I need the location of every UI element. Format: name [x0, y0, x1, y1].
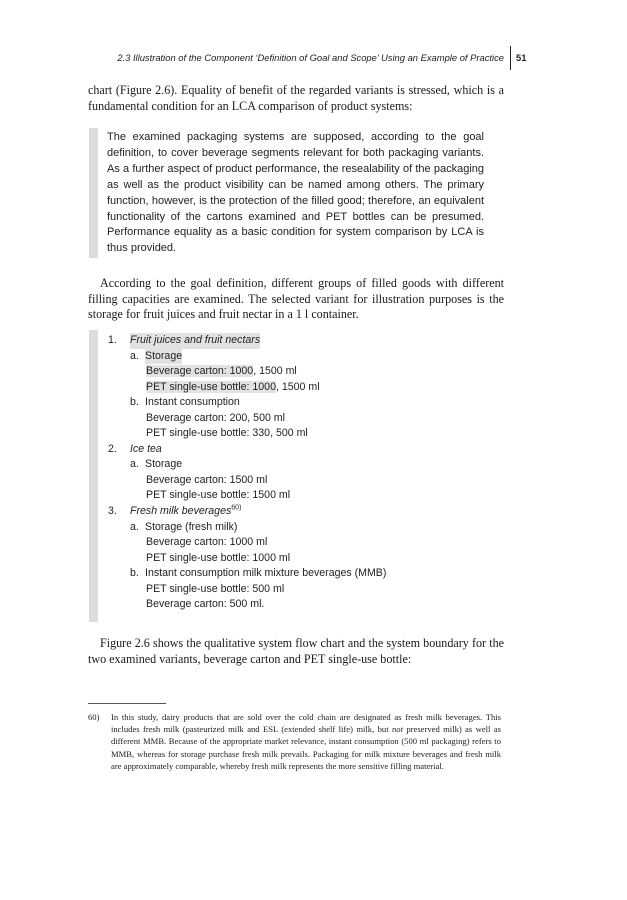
list-detail: [108, 473, 488, 489]
detail-rest: , 1500 ml: [253, 365, 297, 378]
footnote-text: In this study, dairy products that are sold over the cold chain are designated as fresh milk beverages. This includes fresh milk (pasteurized milk and ESL (extended shelf life) milk, but: [111, 712, 501, 735]
subitem-letter: a.: [130, 458, 139, 471]
subitem-label: Storage: [145, 458, 183, 471]
list-subitem: [108, 349, 488, 365]
footnote-number: 60): [88, 712, 100, 722]
header-rule: [510, 46, 511, 70]
list-subitem: [108, 566, 488, 582]
quote-bar: [89, 128, 98, 258]
filled-goods-list: [108, 333, 488, 613]
subitem-letter: a.: [130, 349, 139, 362]
list-subitem: [108, 395, 488, 411]
detail-text: Beverage carton: 200, 500 ml: [146, 411, 285, 424]
footnote-reference[interactable]: 60): [231, 504, 242, 512]
subitem-letter: b.: [130, 396, 139, 409]
list-detail: [108, 426, 488, 442]
footnote-emphasis: not: [391, 724, 403, 735]
item-number: 2.: [108, 442, 117, 455]
intro-paragraph: chart (Figure 2.6). Equality of benefit of the regarded variants is stressed, which is a fundamental condition for an LCA comparison of product systems:: [88, 83, 504, 113]
subitem-letter: b.: [130, 567, 139, 580]
detail-rest: , 1500 ml: [275, 380, 320, 393]
item-number: 3.: [108, 505, 117, 518]
item-title: Ice tea: [130, 442, 162, 455]
detail-text: Beverage carton: 1000 ml: [146, 536, 268, 549]
list-subitem: [108, 520, 488, 536]
detail-text: PET single-use bottle: 1000 ml: [146, 551, 291, 564]
detail-text: PET single-use bottle: 1500 ml: [146, 489, 291, 502]
item-title: Fruit juices and fruit nectars: [130, 333, 260, 349]
goal-paragraph: According to the goal definition, different groups of filled goods with different filling capacities are examined. The selected variant for illustration purposes is the storage for fruit juices and fruit nectar in a 1 l container.: [88, 276, 504, 321]
list-detail: [108, 364, 488, 380]
subitem-label: Storage (fresh milk): [145, 520, 238, 533]
list-item: [108, 442, 488, 458]
list-subitem: [108, 457, 488, 473]
subitem-label: Storage: [145, 349, 182, 365]
footnote: [88, 711, 501, 772]
list-detail: [108, 551, 488, 567]
running-head: 2.3 Illustration of the Component ‘Definition of Goal and Scope’ Using an Example of Practice: [117, 52, 504, 63]
figure-paragraph: Figure 2.6 shows the qualitative system flow chart and the system boundary for the two examined variants, beverage carton and PET single-use bottle:: [88, 636, 504, 666]
detail-text: PET single-use bottle: 500 ml: [146, 582, 285, 595]
list-detail: [108, 597, 488, 613]
list-detail: [108, 380, 488, 396]
detail-text: Beverage carton: 500 ml.: [146, 598, 265, 611]
detail-highlighted: Beverage carton: 1000: [146, 365, 254, 378]
item-number: 1.: [108, 334, 117, 346]
list-item: [108, 504, 488, 520]
detail-highlighted: PET single-use bottle: 1000: [146, 380, 276, 393]
item-title: Fresh milk beverages: [130, 505, 232, 518]
list-detail: [108, 488, 488, 504]
list-detail: [108, 582, 488, 598]
subitem-label: Instant consumption milk mixture beverages (MMB): [145, 567, 387, 580]
list-detail: [108, 411, 488, 427]
footnote-text-continued: preserved milk) as well as different MMB. Because of the appropriate market relevance, instant consumption (500 ml packaging) refers to MMB, whereas for storage purchase fresh milk prevails. Packaging for milk mixture beverages and fresh milk are approximately comparable, whereby fresh milk represents the more sensitive filling material.: [111, 724, 501, 771]
quote-box-text: The examined packaging systems are supposed, according to the goal definition, to cover beverage segments relevant for both packaging variants. As a further aspect of product performance, the resealability of the packaging as well as the product visibility can be named among others. The primary function, however, is the protection of the filled good; therefore, an equivalent functionality of the cartons examined and PET bottles can be presumed. Performance equality as a basic condition for system comparison by LCA is thus provided.: [107, 131, 484, 255]
list-item: [108, 333, 488, 349]
detail-text: PET single-use bottle: 330, 500 ml: [146, 427, 308, 440]
list-detail: [108, 535, 488, 551]
subitem-letter: a.: [130, 520, 139, 533]
list-bar: [89, 330, 98, 622]
detail-text: Beverage carton: 1500 ml: [146, 473, 268, 486]
page-number: 51: [516, 52, 527, 63]
subitem-label: Instant consumption: [145, 396, 240, 409]
footnote-rule: [88, 703, 166, 704]
